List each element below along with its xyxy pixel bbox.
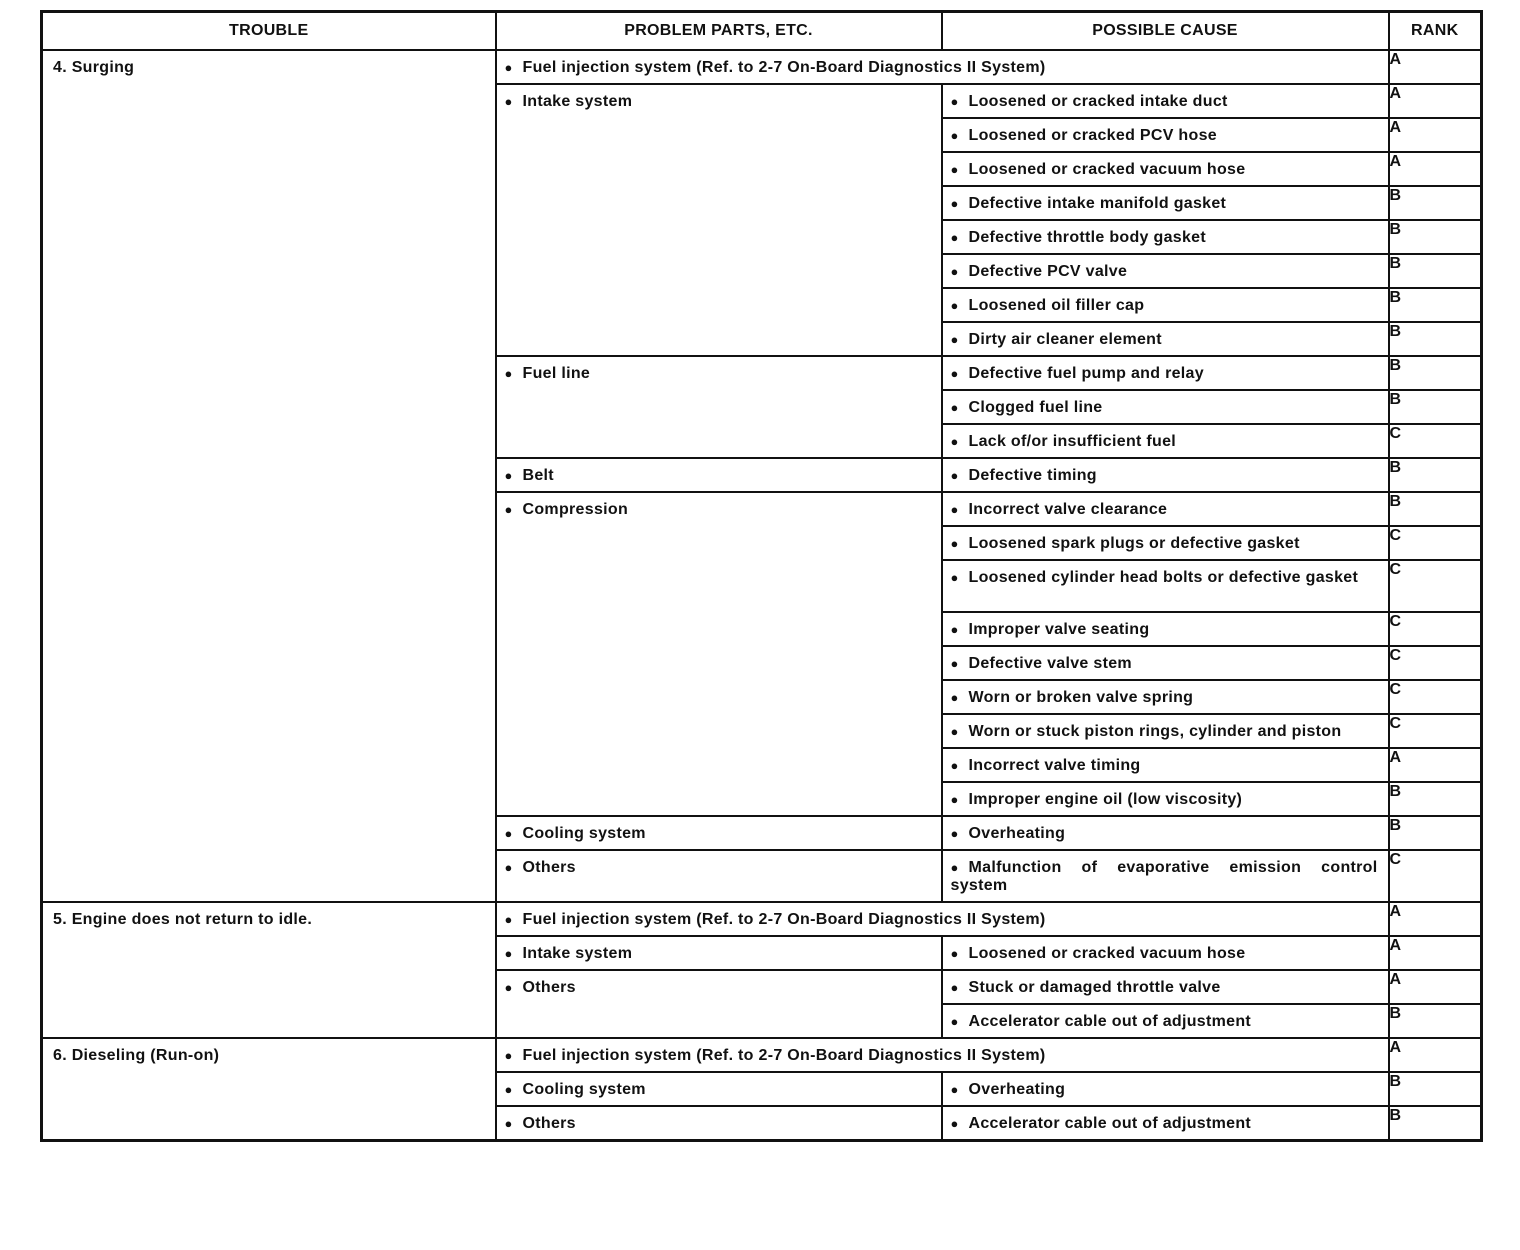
possible-cause-label-wrap	[943, 613, 1388, 643]
rank-cell	[1389, 970, 1482, 1004]
problem-part-cell	[496, 902, 1389, 936]
bullet-icon: ●	[950, 826, 959, 841]
rank-value: B	[1389, 255, 1402, 272]
possible-cause-label: Overheating	[968, 825, 1066, 842]
possible-cause-label: Defective fuel pump and relay	[968, 365, 1204, 382]
possible-cause-cell	[942, 560, 1389, 612]
possible-cause-cell	[942, 84, 1389, 118]
possible-cause-cell	[942, 1072, 1389, 1106]
rank-cell	[1389, 1038, 1482, 1072]
rank-cell	[1389, 646, 1482, 680]
problem-part-label: Cooling system	[522, 825, 646, 842]
rank-value: A	[1389, 85, 1402, 102]
problem-part-cell	[496, 492, 942, 816]
rank-value: C	[1389, 851, 1402, 868]
problem-part-label: Fuel line	[522, 365, 591, 382]
rank-cell	[1389, 526, 1482, 560]
rank-value: B	[1389, 187, 1402, 204]
possible-cause-label: Worn or stuck piston rings, cylinder and piston	[968, 723, 1342, 740]
bullet-icon: ●	[950, 758, 959, 773]
rank-value: B	[1389, 323, 1402, 340]
possible-cause-label: Accelerator cable out of adjustment	[968, 1013, 1252, 1030]
problem-part-label: Intake system	[522, 945, 633, 962]
possible-cause-cell	[942, 680, 1389, 714]
problem-part-label: Compression	[522, 501, 629, 518]
possible-cause-label: Lack of/or insufficient fuel	[968, 433, 1177, 450]
possible-cause-label: Worn or broken valve spring	[968, 689, 1194, 706]
problem-part-label: Fuel injection system (Ref. to 2-7 On-Board Diagnostics II System)	[522, 911, 1046, 928]
possible-cause-label: Malfunction of evaporative emission control system	[950, 859, 1378, 894]
possible-cause-label-wrap	[943, 85, 1388, 115]
bullet-icon: ●	[504, 946, 513, 961]
rank-value: A	[1389, 51, 1402, 68]
possible-cause-label-wrap	[943, 681, 1388, 711]
possible-cause-label: Loosened cylinder head bolts or defective gasket	[968, 569, 1359, 586]
problem-part-label: Fuel injection system (Ref. to 2-7 On-Board Diagnostics II System)	[522, 1047, 1046, 1064]
possible-cause-cell	[942, 1004, 1389, 1038]
problem-part-label-wrap	[497, 937, 941, 967]
table-row	[42, 902, 1482, 936]
bullet-icon: ●	[950, 264, 959, 279]
possible-cause-label: Incorrect valve clearance	[968, 501, 1168, 518]
header-trouble: TROUBLE	[42, 12, 496, 51]
problem-part-cell	[496, 50, 1389, 84]
rank-value: C	[1389, 647, 1402, 664]
problem-part-cell	[496, 1106, 942, 1141]
possible-cause-label: Improper engine oil (low viscosity)	[968, 791, 1243, 808]
possible-cause-label: Defective intake manifold gasket	[968, 195, 1227, 212]
bullet-icon: ●	[950, 860, 959, 875]
possible-cause-label-wrap	[943, 221, 1388, 251]
rank-cell	[1389, 186, 1482, 220]
possible-cause-label: Loosened or cracked vacuum hose	[968, 161, 1246, 178]
rank-cell	[1389, 458, 1482, 492]
possible-cause-cell	[942, 492, 1389, 526]
possible-cause-cell	[942, 714, 1389, 748]
possible-cause-cell	[942, 390, 1389, 424]
possible-cause-label-wrap	[943, 1107, 1388, 1137]
rank-cell	[1389, 322, 1482, 356]
problem-part-label-wrap	[497, 357, 941, 387]
bullet-icon: ●	[504, 1116, 513, 1131]
bullet-icon: ●	[950, 622, 959, 637]
possible-cause-label-wrap	[943, 1005, 1388, 1035]
possible-cause-cell	[942, 220, 1389, 254]
problem-part-cell	[496, 1072, 942, 1106]
table-body	[42, 50, 1482, 1141]
bullet-icon: ●	[950, 94, 959, 109]
bullet-icon: ●	[504, 1048, 513, 1063]
bullet-icon: ●	[950, 792, 959, 807]
rank-cell	[1389, 680, 1482, 714]
rank-cell	[1389, 84, 1482, 118]
rank-value: B	[1389, 357, 1402, 374]
possible-cause-cell	[942, 748, 1389, 782]
rank-value: C	[1389, 613, 1402, 630]
possible-cause-label: Incorrect valve timing	[968, 757, 1141, 774]
bullet-icon: ●	[950, 468, 959, 483]
possible-cause-label: Defective timing	[968, 467, 1097, 484]
bullet-icon: ●	[950, 536, 959, 551]
bullet-icon: ●	[950, 196, 959, 211]
possible-cause-label-wrap	[943, 459, 1388, 489]
possible-cause-cell	[942, 458, 1389, 492]
possible-cause-label-wrap	[943, 323, 1388, 353]
possible-cause-label: Stuck or damaged throttle valve	[968, 979, 1221, 996]
bullet-icon: ●	[950, 946, 959, 961]
possible-cause-label: Clogged fuel line	[968, 399, 1103, 416]
bullet-icon: ●	[950, 400, 959, 415]
bullet-icon: ●	[950, 502, 959, 517]
rank-cell	[1389, 1072, 1482, 1106]
possible-cause-cell	[942, 356, 1389, 390]
possible-cause-label: Accelerator cable out of adjustment	[968, 1115, 1252, 1132]
possible-cause-label: Defective throttle body gasket	[968, 229, 1206, 246]
possible-cause-cell	[942, 254, 1389, 288]
possible-cause-label: Defective valve stem	[968, 655, 1132, 672]
problem-part-cell	[496, 816, 942, 850]
rank-value: C	[1389, 527, 1402, 544]
problem-part-label-wrap	[497, 851, 941, 881]
possible-cause-label-wrap	[943, 937, 1388, 967]
header-rank: RANK	[1389, 12, 1482, 51]
bullet-icon: ●	[504, 468, 513, 483]
possible-cause-label-wrap	[943, 647, 1388, 677]
troubleshooting-table	[40, 10, 1483, 1142]
rank-cell	[1389, 424, 1482, 458]
rank-cell	[1389, 50, 1482, 84]
possible-cause-cell	[942, 1106, 1389, 1141]
possible-cause-cell	[942, 118, 1389, 152]
problem-part-label: Others	[522, 1115, 576, 1132]
possible-cause-label-wrap	[943, 153, 1388, 183]
problem-part-cell	[496, 458, 942, 492]
rank-cell	[1389, 288, 1482, 322]
possible-cause-cell	[942, 288, 1389, 322]
possible-cause-label: Overheating	[968, 1081, 1066, 1098]
possible-cause-label-wrap	[943, 971, 1388, 1001]
possible-cause-cell	[942, 850, 1389, 902]
bullet-icon: ●	[950, 690, 959, 705]
trouble-cell	[42, 902, 496, 1038]
problem-part-label-wrap	[497, 971, 941, 1001]
problem-part-label: Fuel injection system (Ref. to 2-7 On-Board Diagnostics II System)	[522, 59, 1046, 76]
problem-part-label-wrap	[497, 1039, 1388, 1069]
possible-cause-cell	[942, 186, 1389, 220]
possible-cause-label-wrap	[943, 817, 1388, 847]
rank-cell	[1389, 254, 1482, 288]
rank-cell	[1389, 560, 1482, 612]
problem-part-cell	[496, 84, 942, 356]
rank-value: A	[1389, 1039, 1402, 1056]
possible-cause-label: Dirty air cleaner element	[968, 331, 1162, 348]
table-header	[42, 12, 1482, 51]
rank-value: C	[1389, 561, 1402, 578]
rank-cell	[1389, 850, 1482, 902]
trouble-cell	[42, 1038, 496, 1141]
trouble-label-wrap	[43, 51, 495, 81]
problem-part-label-wrap	[497, 493, 941, 523]
possible-cause-cell	[942, 816, 1389, 850]
rank-value: B	[1389, 783, 1402, 800]
bullet-icon: ●	[504, 60, 513, 75]
trouble-label-wrap	[43, 1039, 495, 1069]
possible-cause-label: Loosened or cracked PCV hose	[968, 127, 1217, 144]
bullet-icon: ●	[950, 162, 959, 177]
rank-value: B	[1389, 221, 1402, 238]
possible-cause-label: Loosened or cracked vacuum hose	[968, 945, 1246, 962]
rank-value: A	[1389, 937, 1402, 954]
bullet-icon: ●	[504, 502, 513, 517]
rank-value: B	[1389, 1073, 1402, 1090]
header-problem-parts: PROBLEM PARTS, ETC.	[496, 12, 942, 51]
problem-part-cell	[496, 850, 942, 902]
possible-cause-cell	[942, 646, 1389, 680]
possible-cause-cell	[942, 612, 1389, 646]
rank-value: B	[1389, 1005, 1402, 1022]
problem-part-label: Intake system	[522, 93, 633, 110]
bullet-icon: ●	[950, 230, 959, 245]
possible-cause-label-wrap	[943, 749, 1388, 779]
bullet-icon: ●	[504, 366, 513, 381]
possible-cause-cell	[942, 322, 1389, 356]
possible-cause-label-wrap	[943, 561, 1388, 591]
rank-value: A	[1389, 153, 1402, 170]
possible-cause-label: Loosened spark plugs or defective gasket	[968, 535, 1300, 552]
bullet-icon: ●	[950, 128, 959, 143]
rank-cell	[1389, 1106, 1482, 1141]
bullet-icon: ●	[950, 332, 959, 347]
bullet-icon: ●	[950, 298, 959, 313]
problem-part-label-wrap	[497, 817, 941, 847]
rank-cell	[1389, 492, 1482, 526]
trouble-cell	[42, 50, 496, 902]
possible-cause-label-wrap	[943, 493, 1388, 523]
rank-cell	[1389, 152, 1482, 186]
bullet-icon: ●	[950, 1082, 959, 1097]
rank-value: B	[1389, 493, 1402, 510]
problem-part-label: Others	[522, 859, 576, 876]
bullet-icon: ●	[504, 860, 513, 875]
table-row	[42, 1038, 1482, 1072]
bullet-icon: ●	[950, 1116, 959, 1131]
trouble-label: 5. Engine does not return to idle.	[53, 911, 313, 928]
rank-value: B	[1389, 817, 1402, 834]
problem-part-label-wrap	[497, 1073, 941, 1103]
rank-cell	[1389, 1004, 1482, 1038]
header-row	[42, 12, 1482, 51]
rank-cell	[1389, 612, 1482, 646]
problem-part-label-wrap	[497, 1107, 941, 1137]
bullet-icon: ●	[504, 980, 513, 995]
bullet-icon: ●	[950, 1014, 959, 1029]
possible-cause-label-wrap	[943, 425, 1388, 455]
rank-value: C	[1389, 681, 1402, 698]
rank-cell	[1389, 936, 1482, 970]
possible-cause-label-wrap	[943, 187, 1388, 217]
bullet-icon: ●	[950, 980, 959, 995]
rank-cell	[1389, 220, 1482, 254]
trouble-label: 6. Dieseling (Run-on)	[53, 1047, 220, 1064]
problem-part-label: Cooling system	[522, 1081, 646, 1098]
bullet-icon: ●	[950, 656, 959, 671]
possible-cause-label-wrap	[943, 851, 1388, 899]
possible-cause-cell	[942, 424, 1389, 458]
problem-part-cell	[496, 970, 942, 1038]
rank-cell	[1389, 356, 1482, 390]
rank-cell	[1389, 748, 1482, 782]
possible-cause-cell	[942, 782, 1389, 816]
bullet-icon: ●	[950, 366, 959, 381]
rank-cell	[1389, 118, 1482, 152]
possible-cause-cell	[942, 526, 1389, 560]
rank-value: B	[1389, 459, 1402, 476]
rank-value: B	[1389, 289, 1402, 306]
problem-part-label-wrap	[497, 459, 941, 489]
rank-cell	[1389, 390, 1482, 424]
possible-cause-label-wrap	[943, 1073, 1388, 1103]
rank-cell	[1389, 782, 1482, 816]
possible-cause-label-wrap	[943, 289, 1388, 319]
rank-cell	[1389, 816, 1482, 850]
rank-value: C	[1389, 425, 1402, 442]
possible-cause-label: Improper valve seating	[968, 621, 1150, 638]
bullet-icon: ●	[950, 434, 959, 449]
possible-cause-cell	[942, 936, 1389, 970]
bullet-icon: ●	[504, 826, 513, 841]
bullet-icon: ●	[950, 570, 959, 585]
rank-value: A	[1389, 749, 1402, 766]
problem-part-cell	[496, 356, 942, 458]
problem-part-label-wrap	[497, 903, 1388, 933]
possible-cause-cell	[942, 970, 1389, 1004]
bullet-icon: ●	[950, 724, 959, 739]
trouble-label-wrap	[43, 903, 495, 933]
possible-cause-label: Loosened or cracked intake duct	[968, 93, 1228, 110]
bullet-icon: ●	[504, 94, 513, 109]
problem-part-label: Belt	[522, 467, 554, 484]
rank-value: A	[1389, 903, 1402, 920]
rank-value: B	[1389, 391, 1402, 408]
rank-cell	[1389, 902, 1482, 936]
possible-cause-label: Defective PCV valve	[968, 263, 1128, 280]
possible-cause-label-wrap	[943, 783, 1388, 813]
rank-value: A	[1389, 971, 1402, 988]
possible-cause-label-wrap	[943, 255, 1388, 285]
header-possible-cause: POSSIBLE CAUSE	[942, 12, 1389, 51]
rank-value: A	[1389, 119, 1402, 136]
problem-part-label-wrap	[497, 85, 941, 115]
problem-part-label-wrap	[497, 51, 1388, 81]
possible-cause-label: Loosened oil filler cap	[968, 297, 1145, 314]
rank-cell	[1389, 714, 1482, 748]
bullet-icon: ●	[504, 912, 513, 927]
rank-value: C	[1389, 715, 1402, 732]
bullet-icon: ●	[504, 1082, 513, 1097]
possible-cause-label-wrap	[943, 527, 1388, 557]
possible-cause-label-wrap	[943, 119, 1388, 149]
table-row	[42, 50, 1482, 84]
troubleshooting-document	[40, 10, 1480, 1142]
problem-part-cell	[496, 1038, 1389, 1072]
possible-cause-label-wrap	[943, 715, 1388, 745]
possible-cause-cell	[942, 152, 1389, 186]
trouble-label: 4. Surging	[53, 59, 135, 76]
rank-value: B	[1389, 1107, 1402, 1124]
problem-part-label: Others	[522, 979, 576, 996]
possible-cause-label-wrap	[943, 357, 1388, 387]
possible-cause-label-wrap	[943, 391, 1388, 421]
problem-part-cell	[496, 936, 942, 970]
